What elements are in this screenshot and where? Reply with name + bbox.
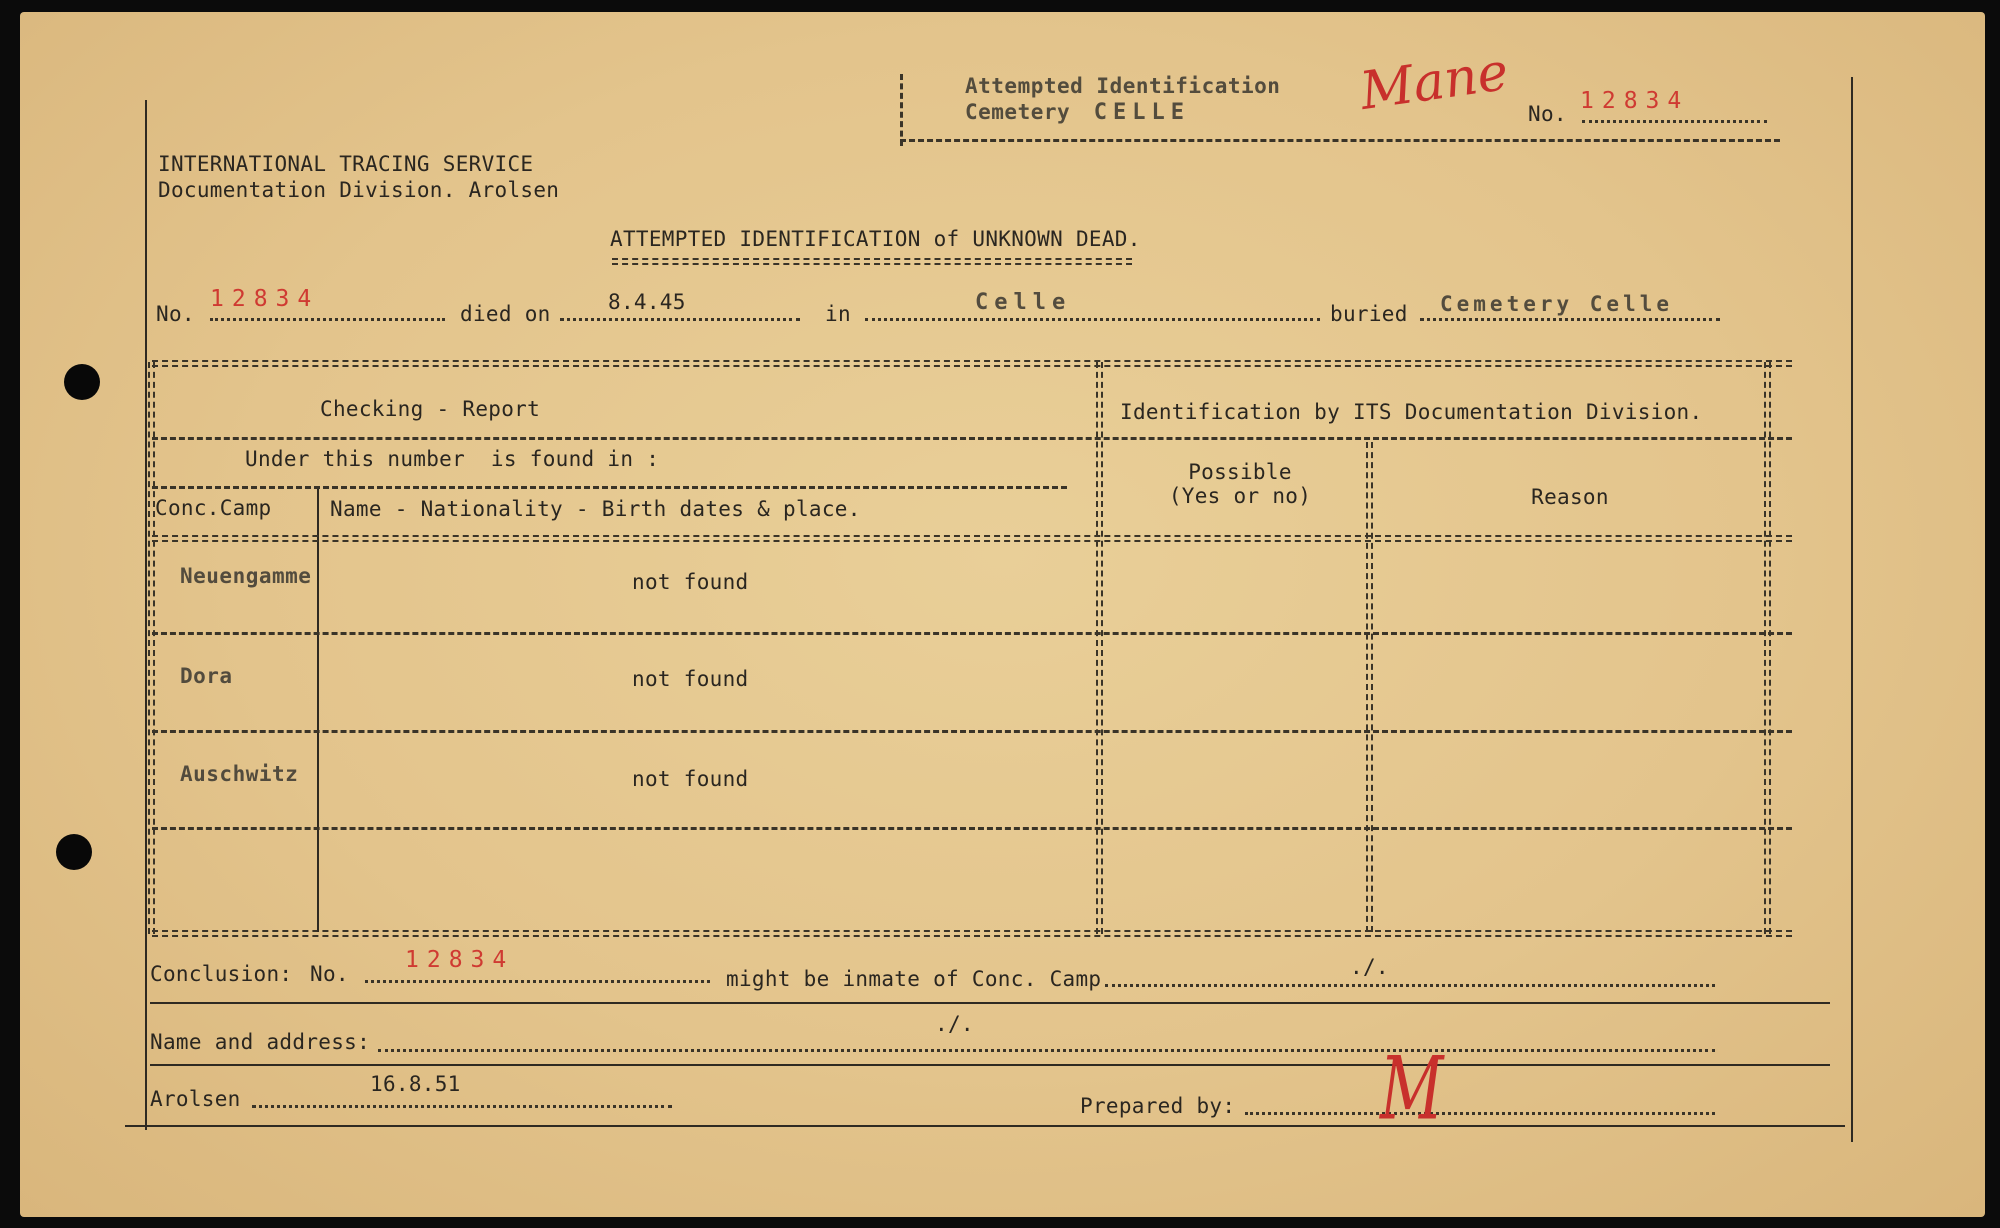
conclusion-camp-value: ./. <box>1350 955 1389 979</box>
conclusion-no-dots <box>365 980 710 983</box>
stamp-cemetery-label: Cemetery <box>965 100 1071 124</box>
stamp-bottom-border <box>900 139 1780 142</box>
punch-hole-top <box>64 364 100 400</box>
prepared-by-initial: M <box>1380 1037 1444 1140</box>
col-header-reason: Reason <box>1531 485 1609 509</box>
conclusion-text: might be inmate of Conc. Camp <box>726 967 1102 991</box>
footer-date-value: 16.8.51 <box>370 1072 461 1096</box>
col-header-possible-1: Possible <box>1188 460 1292 484</box>
conclusion-label: Conclusion: <box>150 962 293 986</box>
header-no-value: 12834 <box>1580 88 1690 114</box>
col-header-camp: Conc.Camp <box>155 496 272 520</box>
row-3-result: not found <box>632 767 749 791</box>
table-top-border <box>152 360 1792 367</box>
stamp-line-1: Attempted Identification <box>965 74 1281 98</box>
footer-place-label: Arolsen <box>150 1087 241 1111</box>
conclusion-camp-dots <box>1105 984 1715 987</box>
identification-heading: Identification by ITS Documentation Division. <box>1120 400 1703 424</box>
handwritten-note: Mane <box>1356 41 1512 123</box>
record-no-label: No. <box>156 302 195 326</box>
stamp-cemetery-place: CELLE <box>1093 100 1191 125</box>
table-row-rule-1 <box>152 632 1792 635</box>
table-column-header-rule <box>152 535 1792 542</box>
in-value: Celle <box>975 290 1072 315</box>
conclusion-no-value: 12834 <box>405 947 515 973</box>
frame-left-line <box>145 100 147 1130</box>
died-label: died on <box>460 302 551 326</box>
name-address-value: ./. <box>935 1012 974 1036</box>
table-row-rule-2 <box>152 730 1792 733</box>
conclusion-no-label: No. <box>310 962 349 986</box>
in-dots <box>865 318 1320 321</box>
header-no-label: No. <box>1528 102 1567 126</box>
prepared-by-label: Prepared by: <box>1080 1094 1236 1118</box>
found-in-subheading: Under this number is found in : <box>245 447 660 471</box>
footer-date-dots <box>252 1105 672 1108</box>
table-row-rule-3 <box>152 827 1792 830</box>
table-camp-divider <box>317 489 319 932</box>
buried-value: Cemetery Celle <box>1440 292 1674 316</box>
stamp-left-border <box>900 74 903 146</box>
row-1-result: not found <box>632 570 749 594</box>
row-3-camp: Auschwitz <box>180 762 299 786</box>
table-bottom-border <box>152 930 1792 937</box>
table-subheading-rule <box>152 486 1067 489</box>
table-right-border <box>1764 362 1771 934</box>
name-address-label: Name and address: <box>150 1030 371 1054</box>
organization-name: INTERNATIONAL TRACING SERVICE <box>158 152 534 176</box>
table-possible-divider <box>1366 442 1373 932</box>
frame-bottom-line <box>125 1125 1845 1127</box>
name-address-rule <box>150 1064 1830 1066</box>
frame-right-line <box>1851 77 1853 1142</box>
index-card <box>20 12 1985 1217</box>
in-label: in <box>825 302 851 326</box>
col-header-possible-2: (Yes or no) <box>1168 484 1312 508</box>
title-underline <box>612 258 1132 265</box>
record-no-dots <box>210 318 445 321</box>
record-no-value: 12834 <box>210 286 320 312</box>
buried-label: buried <box>1330 302 1408 326</box>
name-address-dots <box>378 1049 1715 1052</box>
col-header-name: Name - Nationality - Birth dates & place. <box>330 497 861 521</box>
died-dots <box>560 318 800 321</box>
row-1-camp: Neuengamme <box>180 564 312 588</box>
table-center-divider <box>1096 362 1103 934</box>
prepared-by-dots <box>1245 1112 1715 1115</box>
header-no-dots <box>1582 120 1767 123</box>
punch-hole-bottom <box>56 834 92 870</box>
row-2-camp: Dora <box>180 664 233 688</box>
row-2-result: not found <box>632 667 749 691</box>
checking-report-heading: Checking - Report <box>320 397 541 421</box>
table-left-border <box>148 362 155 934</box>
conclusion-rule <box>150 1002 1830 1004</box>
died-value: 8.4.45 <box>608 290 686 314</box>
table-heading-rule <box>152 437 1792 440</box>
stamp-line-2 <box>965 100 1190 125</box>
organization-division: Documentation Division. Arolsen <box>158 178 560 202</box>
buried-dots <box>1420 318 1720 321</box>
page-title: ATTEMPTED IDENTIFICATION of UNKNOWN DEAD. <box>610 227 1141 251</box>
